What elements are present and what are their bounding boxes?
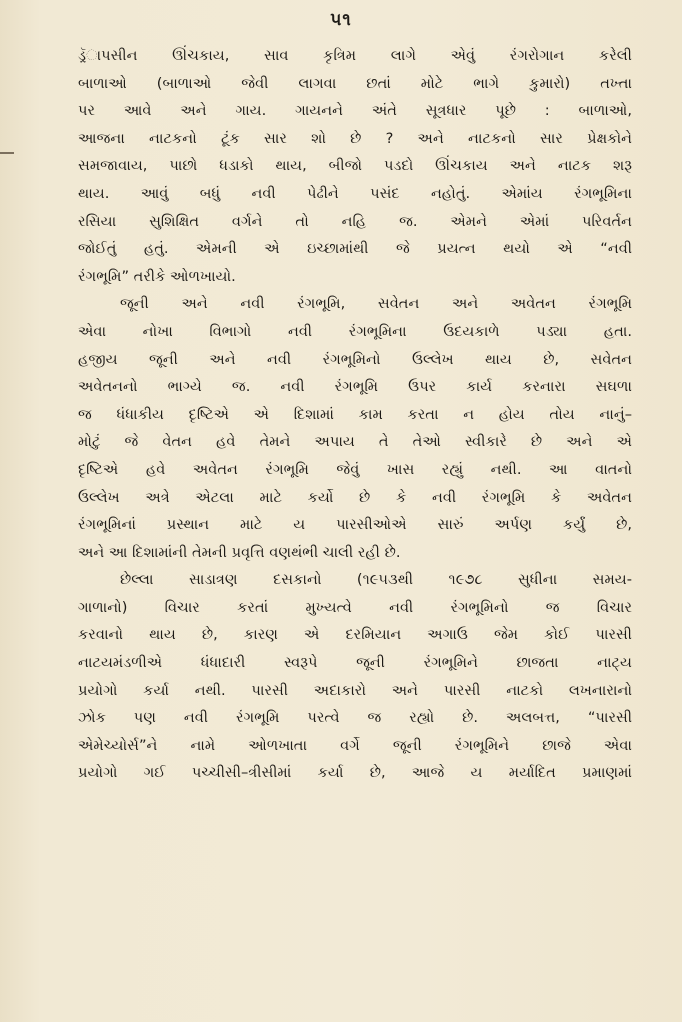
paragraph-1 (78, 42, 632, 290)
text-line: રસિયા સુશિક્ષિત વર્ગને તો નહિ જ. એમને એમાં પરિવર્તન (78, 212, 632, 230)
margin-mark (0, 152, 14, 154)
text-line: મોટું જે વેતન હવે તેમને અપાય તે તેઓ સ્વીકારે છે અને એ (78, 433, 632, 451)
text-line: હજીય જૂની અને નવી રંગભૂમિનો ઉલ્લેખ થાય છે, સવેતન (78, 350, 632, 368)
text-line: એમેચ્યોર્સ”ને નામે ઓળખાતા વર્ગે જૂની રંગભૂમિને છાજે એવા (78, 736, 632, 754)
text-line: પર આવે અને ગાય. ગાયનને અંતે સૂત્રધાર પૂછે : બાળાઓ, (78, 102, 632, 120)
text-line: અવેતનનો ભાગ્યે જ. નવી રંગભૂમિ ઉપર કાર્ય કરનારા સઘળા (78, 378, 632, 396)
text-line: ગાળાનો) વિચાર કરતાં મુખ્યત્વે નવી રંગભૂમિનો જ વિચાર (78, 598, 632, 616)
text-line: પ્રયોગો ગઈ પચ્ચીસી–ત્રીસીમાં કર્યા છે, આજે ય મર્યાદિત પ્રમાણમાં (78, 764, 632, 782)
text-line: નાટયમંડળીએ ધંધાદારી સ્વરૂપે જૂની રંગભૂમિને છાજતા નાટ્ય (78, 654, 632, 672)
text-line: કરવાનો થાય છે, કારણ એ દરમિયાન અગાઉ જેમ કોઈ પારસી (78, 626, 632, 644)
text-line: પ્રયોગો કર્યા નથી. પારસી અદાકારો અને પારસી નાટકો લખનારાનો (78, 681, 632, 699)
text-line: બાળાઓ (બાળાઓ જેવી લાગવા છતાં મોટે ભાગે કુમારો) તખ્તા (78, 74, 632, 92)
text-line: જોઈતું હતું. એમની એ ઇચ્છામાંથી જે પ્રયત્ન થયો એ “નવી (78, 240, 632, 258)
text-line: ઝોક પણ નવી રંગભૂમિ પરત્વે જ રહ્યો છે. અલબત્ત, “પારસી (78, 709, 632, 727)
text-line: આજના નાટકનો ટૂંક સાર શો છે ? અને નાટકનો સાર પ્રેક્ષકોને (78, 129, 632, 147)
text-line: રંગભૂમિ” તરીકે ઓળખાયો. (78, 267, 236, 285)
text-line: રંગભૂમિનાં પ્રસ્થાન માટે ય પારસીઓએ સારું અર્પણ કર્યું છે, (78, 516, 632, 534)
paragraph-2 (78, 290, 632, 566)
text-line: છેલ્લા સાડાત્રણ દસકાનો (૧૯૫૩થી ૧૯૭૮ સુધીના સમય- (120, 571, 632, 589)
page-number: ૫૧ (330, 10, 352, 30)
text-line: દૃષ્ટિએ હવે અવેતન રંગભૂમિ જેવું ખાસ રહ્યું નથી. આ વાતનો (78, 460, 632, 478)
text-line: સમજાવાય, પાછો ધડાકો થાય, બીજો પડદો ઊંચકાય અને નાટક શરૂ (78, 157, 632, 175)
body-text (78, 42, 632, 787)
text-line: થાય. આવું બધું નવી પેઢીને પસંદ નહોતું. એમાંય રંગભૂમિના (78, 184, 632, 202)
text-line: ડ્રૅાપસીન ઊંચકાય, સાવ કૃત્રિમ લાગે એવું રંગરોગાન કરેલી (78, 47, 632, 64)
text-line: એવા નોખા વિભાગો નવી રંગભૂમિના ઉદયકાળે પડ્યા હતા. (78, 322, 632, 340)
text-line: ઉલ્લેખ અત્રે એટલા માટે કર્યો છે કે નવી રંગભૂમિ કે અવેતન (78, 488, 632, 506)
text-line: જૂની અને નવી રંગભૂમિ, સવેતન અને અવેતન રંગભૂમિ (120, 295, 632, 313)
paragraph-3 (78, 566, 632, 787)
text-line: અને આ દિશામાંની તેમની પ્રવૃત્તિ વણથંભી ચાલી રહી છે. (78, 543, 401, 561)
text-line: જ ધંધાકીય દૃષ્ટિએ એ દિશામાં કામ કરતા ન હોય તોય નાનું– (78, 405, 632, 423)
